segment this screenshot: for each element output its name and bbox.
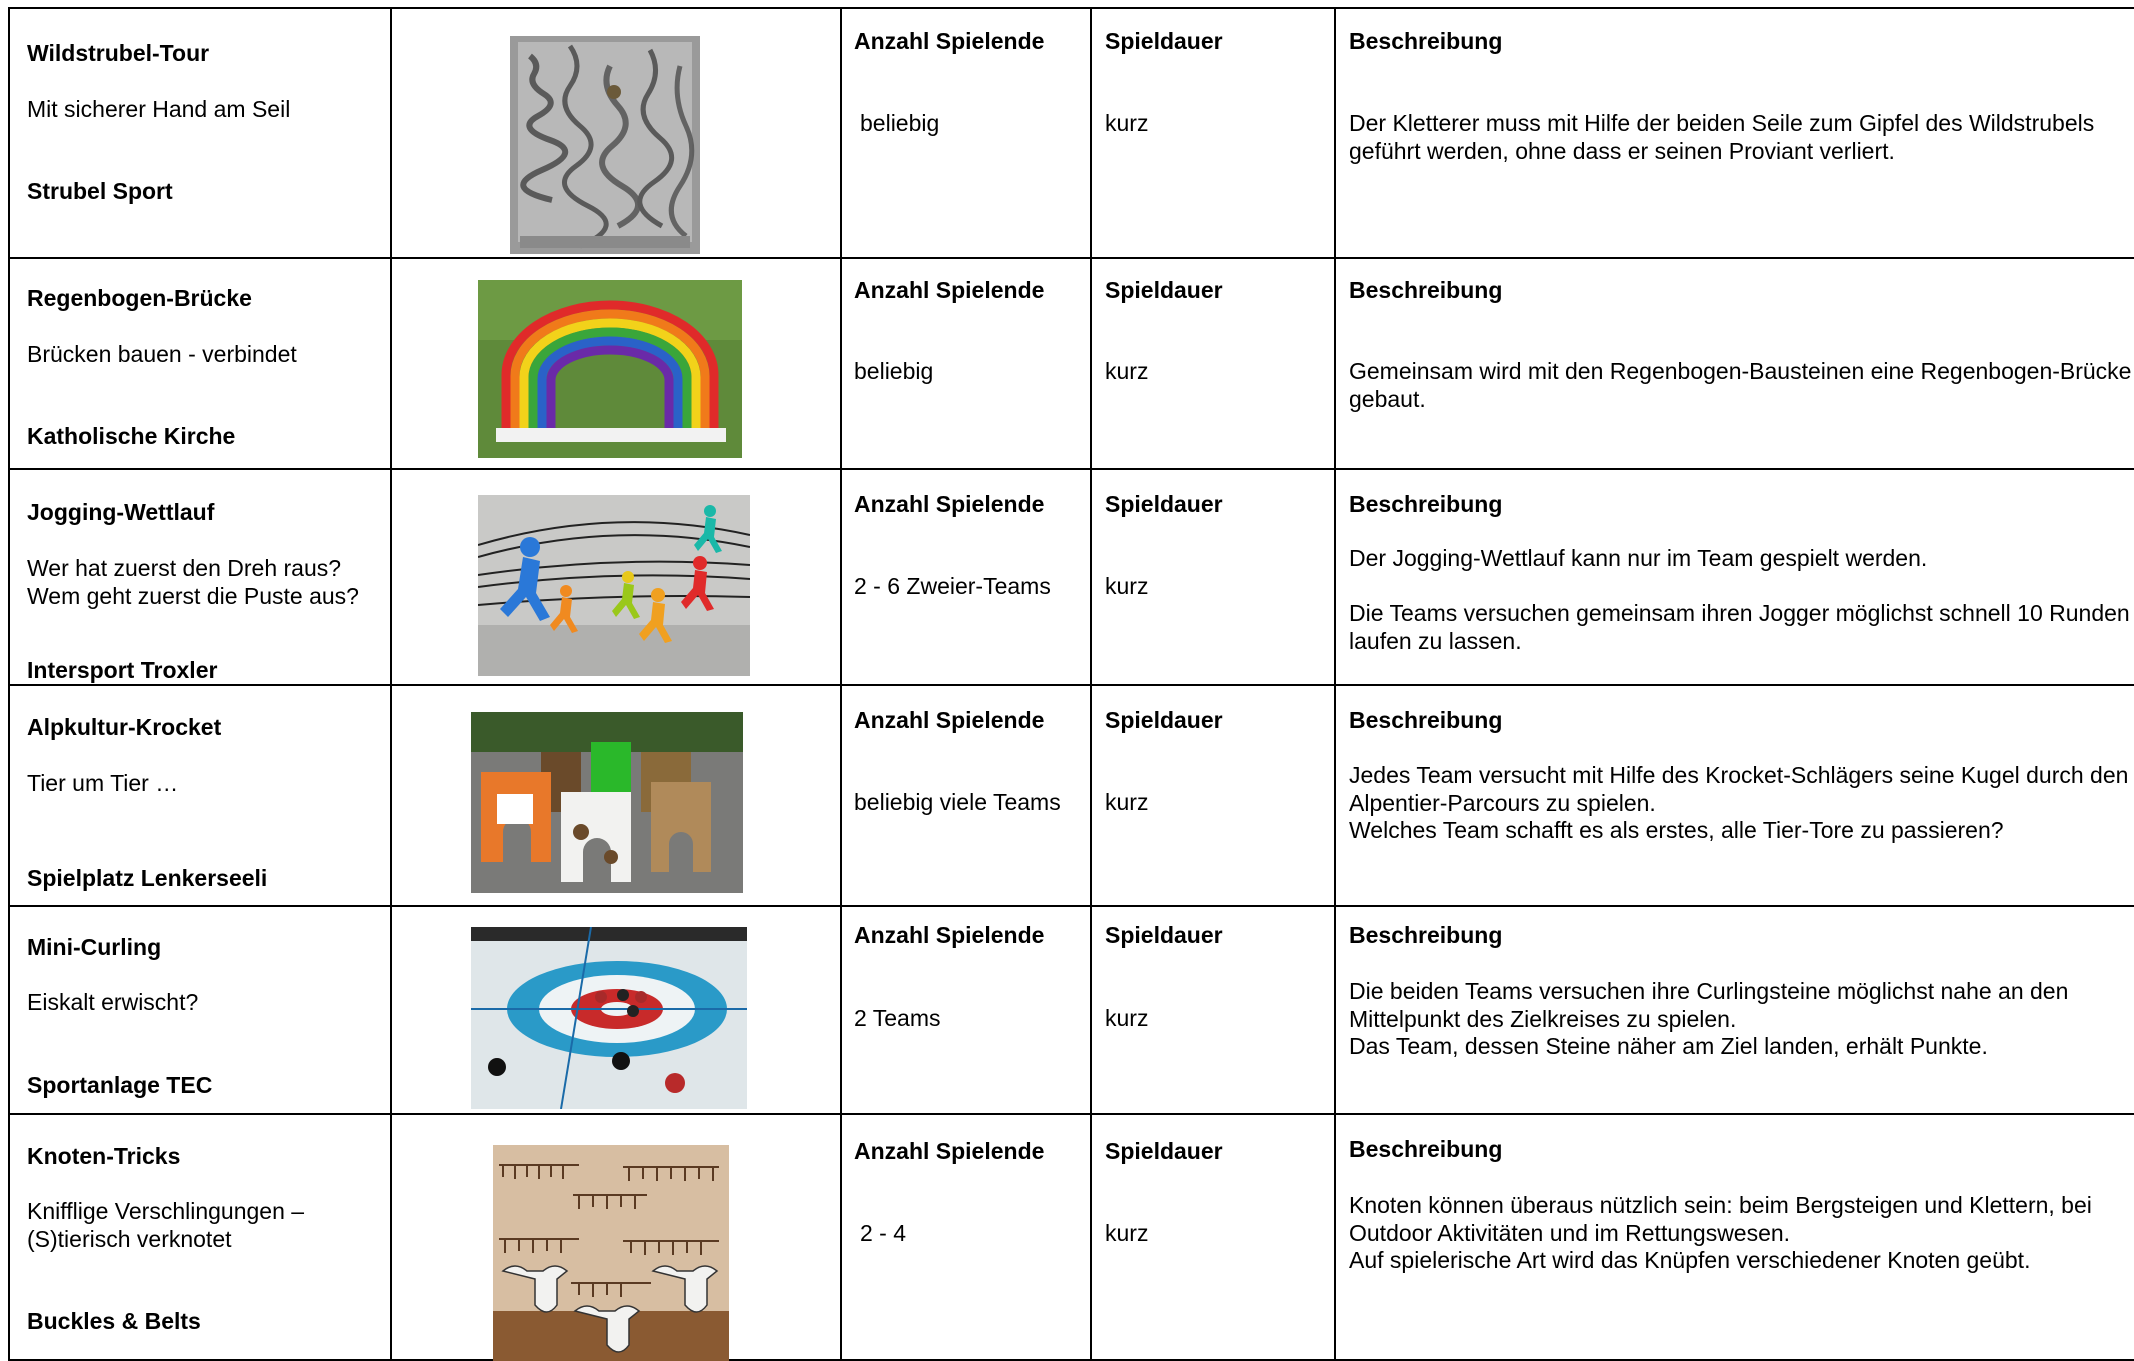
game-title: Alpkultur-Krocket [27, 714, 222, 740]
duration-header: Spieldauer [1105, 707, 1223, 733]
jogging-runners-image [478, 495, 750, 676]
players-cell [841, 685, 1091, 906]
players-header: Anzahl Spielende [854, 277, 1045, 303]
duration-header: Spieldauer [1105, 1138, 1223, 1164]
game-name-cell [9, 685, 391, 906]
table-row [9, 685, 2134, 906]
game-sponsor: Intersport Troxler [27, 657, 218, 683]
game-subtitle-line2: Wem geht zuerst die Puste aus? [27, 583, 359, 609]
duration-cell [1091, 685, 1335, 906]
players-value: beliebig [854, 358, 934, 384]
players-cell [841, 258, 1091, 469]
duration-value: kurz [1105, 358, 1149, 384]
description-cell [1335, 906, 2134, 1114]
description-header: Beschreibung [1349, 707, 1503, 733]
duration-value: kurz [1105, 573, 1149, 599]
animal-croquet-image [471, 712, 743, 893]
wildstrubel-board-image [510, 36, 700, 254]
players-value: 2 Teams [854, 1005, 941, 1031]
players-cell [841, 469, 1091, 685]
description-text: Auf spielerische Art wird das Knüpfen verschiedener Knoten geübt. [1349, 1247, 2031, 1273]
game-image-cell [391, 8, 841, 258]
game-sponsor: Sportanlage TEC [27, 1072, 213, 1098]
table-row [9, 469, 2134, 685]
description-text: Welches Team schafft es als erstes, alle Tier-Tore zu passieren? [1349, 817, 2004, 843]
duration-value: kurz [1105, 1220, 1149, 1246]
duration-value: kurz [1105, 789, 1149, 815]
game-sponsor: Spielplatz Lenkerseeli [27, 865, 268, 891]
table-row [9, 1114, 2134, 1360]
description-header: Beschreibung [1349, 28, 1503, 54]
game-title: Jogging-Wettlauf [27, 499, 215, 525]
duration-header: Spieldauer [1105, 277, 1223, 303]
duration-cell [1091, 8, 1335, 258]
game-subtitle: Mit sicherer Hand am Seil [27, 96, 291, 122]
players-value: 2 - 6 Zweier-Teams [854, 573, 1051, 599]
game-subtitle: Brücken bauen - verbindet [27, 341, 297, 367]
players-header: Anzahl Spielende [854, 28, 1045, 54]
game-subtitle: Tier um Tier … [27, 770, 179, 796]
duration-cell [1091, 1114, 1335, 1360]
duration-cell [1091, 469, 1335, 685]
players-value: beliebig [860, 110, 940, 136]
description-text: Die beiden Teams versuchen ihre Curlingsteine möglichst nahe an den Mittelpunkt des Zielkreises zu spielen. [1349, 978, 2069, 1032]
players-value: 2 - 4 [860, 1220, 907, 1246]
description-text: Der Jogging-Wettlauf kann nur im Team gespielt werden. [1349, 545, 1928, 571]
duration-header: Spieldauer [1105, 28, 1223, 54]
duration-cell [1091, 258, 1335, 469]
description-text: Der Kletterer muss mit Hilfe der beiden Seile zum Gipfel des Wildstrubels geführt werden, ohne dass er seinen Proviant verliert. [1349, 110, 2095, 164]
game-image-cell [391, 469, 841, 685]
games-table [8, 7, 2134, 1361]
duration-header: Spieldauer [1105, 922, 1223, 948]
table-row [9, 906, 2134, 1114]
game-title: Knoten-Tricks [27, 1143, 181, 1169]
duration-value: kurz [1105, 1005, 1149, 1031]
game-name-cell [9, 258, 391, 469]
players-header: Anzahl Spielende [854, 491, 1045, 517]
description-header: Beschreibung [1349, 922, 1503, 948]
description-cell [1335, 8, 2134, 258]
description-cell [1335, 258, 2134, 469]
description-header: Beschreibung [1349, 1136, 1503, 1162]
game-subtitle: Eiskalt erwischt? [27, 989, 199, 1015]
players-header: Anzahl Spielende [854, 1138, 1045, 1164]
duration-header: Spieldauer [1105, 491, 1223, 517]
game-title: Regenbogen-Brücke [27, 285, 252, 311]
players-cell [841, 906, 1091, 1114]
game-image-cell [391, 1114, 841, 1360]
description-text: Gemeinsam wird mit den Regenbogen-Bausteinen eine Regenbogen-Brücke gebaut. [1349, 358, 2132, 412]
game-sponsor: Strubel Sport [27, 178, 173, 204]
players-header: Anzahl Spielende [854, 707, 1045, 733]
game-image-cell [391, 258, 841, 469]
game-image-cell [391, 685, 841, 906]
description-cell [1335, 1114, 2134, 1360]
game-subtitle-line2: (S)tierisch verknotet [27, 1226, 232, 1252]
table-row [9, 8, 2134, 258]
game-name-cell [9, 906, 391, 1114]
description-text: Das Team, dessen Steine näher am Ziel landen, erhält Punkte. [1349, 1033, 1988, 1059]
game-name-cell [9, 1114, 391, 1360]
duration-cell [1091, 906, 1335, 1114]
players-cell [841, 8, 1091, 258]
game-title: Mini-Curling [27, 934, 162, 960]
description-text: Jedes Team versucht mit Hilfe des Krocket-Schlägers seine Kugel durch den Alpentier-Parcours zu spielen. [1349, 762, 2129, 816]
description-header: Beschreibung [1349, 491, 1503, 517]
game-title: Wildstrubel-Tour [27, 40, 210, 66]
game-subtitle: Knifflige Verschlingungen – [27, 1198, 305, 1224]
game-image-cell [391, 906, 841, 1114]
description-cell [1335, 469, 2134, 685]
rainbow-bridge-image [478, 280, 742, 458]
game-sponsor: Buckles & Belts [27, 1308, 201, 1334]
game-name-cell [9, 8, 391, 258]
knot-board-image [493, 1145, 729, 1361]
duration-value: kurz [1105, 110, 1149, 136]
game-sponsor: Katholische Kirche [27, 423, 236, 449]
players-cell [841, 1114, 1091, 1360]
players-header: Anzahl Spielende [854, 922, 1045, 948]
table-row [9, 258, 2134, 469]
description-cell [1335, 685, 2134, 906]
description-header: Beschreibung [1349, 277, 1503, 303]
curling-table-image [471, 927, 747, 1109]
description-text: Knoten können überaus nützlich sein: beim Bergsteigen und Klettern, bei Outdoor Aktivitäten und im Rettungswesen. [1349, 1192, 2092, 1246]
game-subtitle: Wer hat zuerst den Dreh raus? [27, 555, 342, 581]
game-name-cell [9, 469, 391, 685]
players-value: beliebig viele Teams [854, 789, 1061, 815]
description-text: Die Teams versuchen gemeinsam ihren Jogger möglichst schnell 10 Runden laufen zu lassen. [1349, 600, 2130, 654]
